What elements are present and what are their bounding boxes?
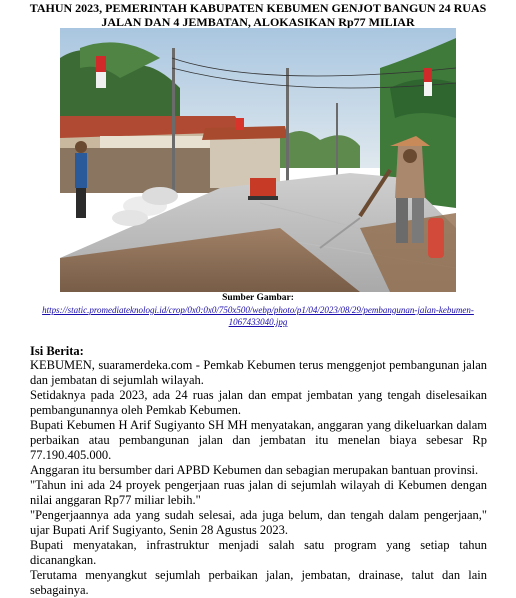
article-photo	[60, 28, 456, 292]
paragraph: "Pengerjaannya ada yang sudah selesai, ada juga belum, dan tengah dalam pengerjaan," ujar Bupati Arif Sugiyanto, Senin 28 Agustus 2023.	[30, 508, 487, 537]
road-construction-photo	[60, 28, 456, 292]
image-source-link[interactable]: https://static.promediateknologi.id/crop/0x0:0x0/750x500/webp/photo/p1/04/2023/08/29/pembangunan-jalan-kebumen-1067433040.jpg	[42, 305, 474, 327]
image-source-label: Sumber Gambar:	[222, 293, 294, 303]
paragraph: Bupati menyatakan, infrastruktur menjadi salah satu program yang setiap tahun dicanangkan.	[30, 538, 487, 567]
paragraph: "Tahun ini ada 24 proyek pengerjaan ruas jalan di sejumlah wilayah di Kebumen dengan nilai anggaran Rp77 miliar lebih."	[30, 478, 487, 507]
article-body	[30, 344, 487, 598]
paragraph: Setidaknya pada 2023, ada 24 ruas jalan dan empat jembatan yang tengah diselesaikan pembangunannya oleh Pemkab Kebumen.	[30, 388, 487, 417]
paragraph: KEBUMEN, suaramerdeka.com - Pemkab Kebumen terus menggenjot pembangunan jalan dan jembatan di sejumlah wilayah.	[30, 358, 487, 387]
paragraph: Bupati Kebumen H Arif Sugiyanto SH MH menyatakan, anggaran yang dikeluarkan dalam perbaikan atau pembangunan jalan dan jembatan itu menelan biaya sebesar Rp 77.190.405.000.	[30, 418, 487, 462]
paragraph: Terutama menyangkut sejumlah perbaikan jalan, jembatan, drainase, talut dan lain sebagainya.	[30, 568, 487, 597]
content-heading: Isi Berita:	[30, 344, 84, 358]
article-title: TAHUN 2023, PEMERINTAH KABUPATEN KEBUMEN GENJOT BANGUN 24 RUAS JALAN DAN 4 JEMBATAN, ALOKASIKAN Rp77 MILIAR	[29, 1, 487, 29]
paragraph: Anggaran itu bersumber dari APBD Kebumen dan sebagian merupakan bantuan provinsi.	[30, 463, 479, 477]
